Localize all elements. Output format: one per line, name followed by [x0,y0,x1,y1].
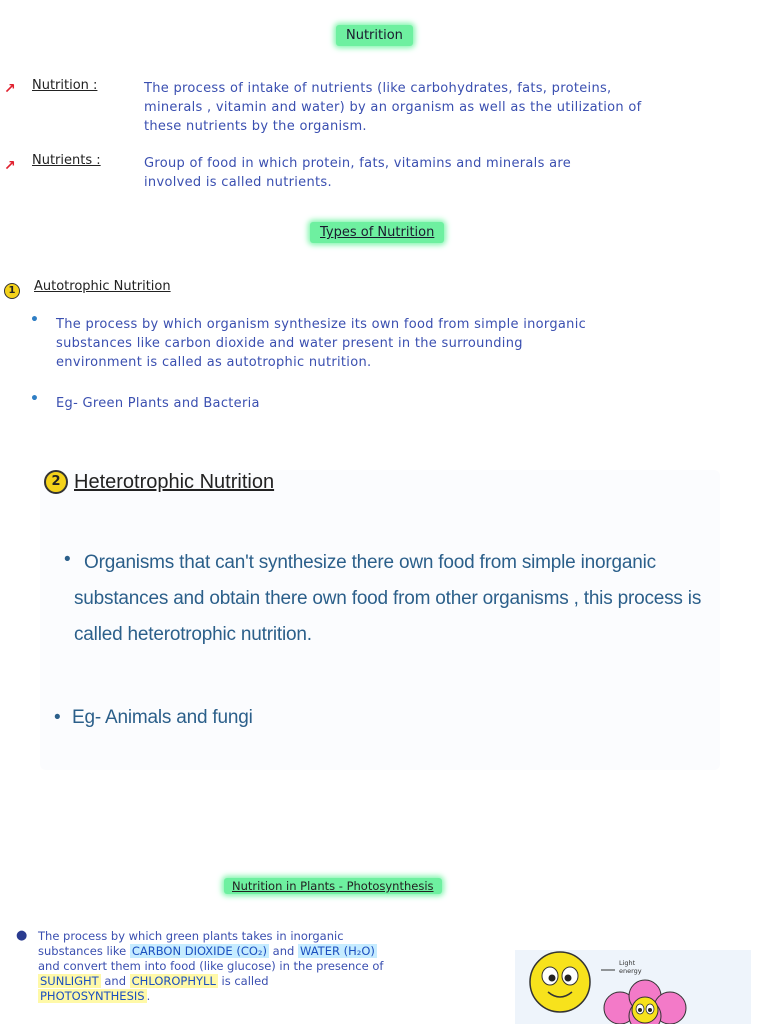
autotrophic-example: Eg- Green Plants and Bacteria [56,396,260,411]
autotrophic-number [4,278,20,299]
keyword-carbon-dioxide: CARBON DIOXIDE (CO₂) [131,944,268,958]
red-arrow-icon: ↗ [4,158,16,174]
text-line [38,944,518,959]
keyword-photosynthesis: PHOTOSYNTHESIS [40,989,145,1003]
text-segment: . [146,989,151,1003]
light-energy-label: Light [619,959,636,967]
photosynthesis-illustration [515,950,751,1024]
number-one-icon: 1 [4,283,20,299]
text-line: The process by which organism synthesize its own food from simple inorganic [56,317,587,332]
autotrophic-heading: Autotrophic Nutrition [34,279,171,294]
definition-nutrients-text [144,154,744,192]
text-line: substances and obtain there own food from other organisms , this process is [74,588,702,609]
text-line: Group of food in which protein, fats, vitamins and minerals are [144,156,572,171]
text-line: involved is called nutrients. [144,175,332,190]
definition-nutrition [4,78,16,97]
term-nutrition: Nutrition : [32,78,98,93]
definition-nutrients [4,155,16,174]
text-segment: substances like [38,944,130,958]
text-line: substances like carbon dioxide and water present in the surrounding [56,336,523,351]
bullet-icon: • [64,549,71,570]
red-arrow-icon: ↗ [4,81,16,97]
number-two-icon: 2 [44,470,68,494]
page-title: Nutrition [336,25,413,46]
sun-flower-illustration [515,950,751,1024]
autotrophic-description [56,315,746,372]
sun-icon [530,952,590,1012]
keyword-sunlight: SUNLIGHT [40,974,99,988]
heterotrophic-example: Eg- Animals and fungi [72,707,253,728]
heterotrophic-number [44,470,68,494]
text-line: The process by which green plants takes in inorganic [38,929,344,943]
text-line: and convert them into food (like glucose) in the presence of [38,959,384,973]
bullet-icon: • [30,391,39,407]
light-energy-label: energy [619,967,642,975]
text-line [38,989,518,1004]
bullet-icon: • [30,312,39,328]
heterotrophic-description [74,545,724,653]
bullet-icon: ● [16,928,28,943]
text-line [38,974,518,989]
text-line: minerals , vitamin and water) by an organism as well as the utilization of [144,100,642,115]
text-line: called heterotrophic nutrition. [74,624,312,645]
photosynthesis-description [38,929,518,1004]
flower-icon [604,980,686,1024]
keyword-chlorophyll: CHLOROPHYLL [131,974,216,988]
photosynthesis-heading: Nutrition in Plants - Photosynthesis [224,878,442,894]
text-segment: and [100,974,130,988]
heterotrophic-heading: Heterotrophic Nutrition [74,471,275,493]
definition-nutrition-text [144,79,759,136]
text-segment: is called [217,974,269,988]
text-line: The process of intake of nutrients (like carbohydrates, fats, proteins, [144,81,612,96]
text-line: these nutrients by the organism. [144,119,367,134]
bullet-icon: • [54,707,61,728]
text-line: environment is called as autotrophic nutrition. [56,355,372,370]
text-segment: and [269,944,298,958]
text-line: Organisms that can't synthesize there own food from simple inorganic [84,552,656,573]
types-heading: Types of Nutrition [310,222,444,243]
keyword-water: WATER (H₂O) [299,944,375,958]
term-nutrients: Nutrients : [32,153,101,168]
